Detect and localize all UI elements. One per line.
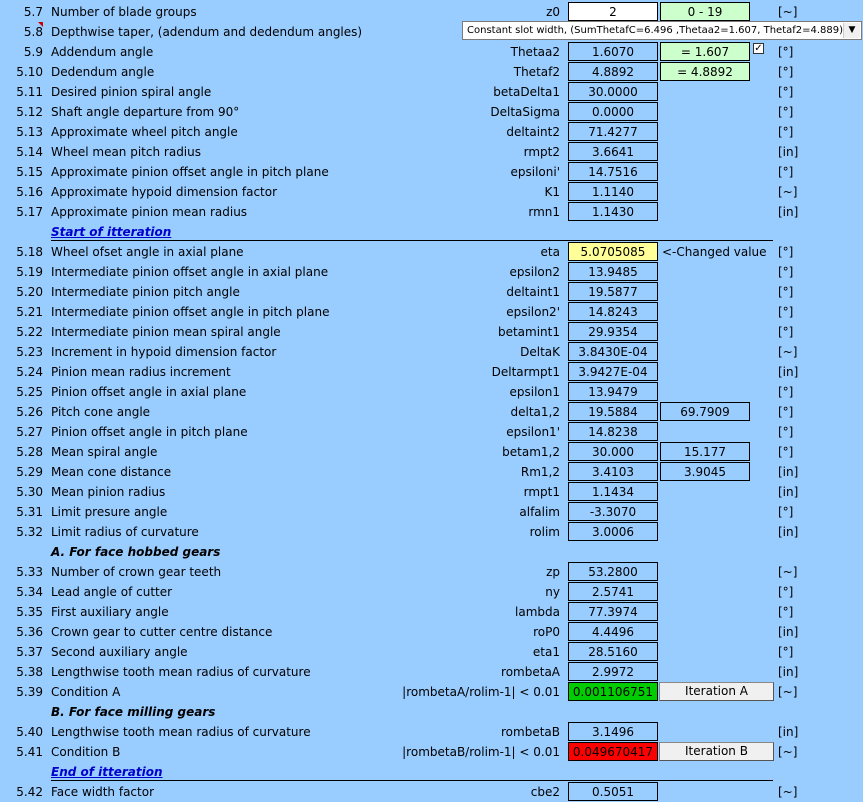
row-5-31	[0, 502, 863, 522]
row-description: Wheel mean pitch radius	[51, 145, 201, 159]
row-value-2: 3.9045	[660, 462, 750, 481]
row-number: 5.25	[16, 385, 43, 399]
row-value: 4.4496	[568, 622, 658, 641]
row-unit: [~]	[778, 345, 798, 359]
row-unit: [~]	[778, 745, 798, 759]
row-description: Limit presure angle	[51, 505, 168, 519]
row-number: 5.12	[16, 105, 43, 119]
row-5-40	[0, 722, 863, 742]
row-value: 13.9479	[568, 382, 658, 401]
row-symbol: ny	[545, 585, 560, 599]
row-symbol: cbe2	[530, 785, 560, 799]
row-unit: [°]	[778, 125, 794, 139]
row-value: 1.1434	[568, 482, 658, 501]
row-description: Dedendum angle	[51, 65, 155, 79]
row-unit: [°]	[778, 645, 794, 659]
row-number: 5.15	[16, 165, 43, 179]
row-symbol: betaDelta1	[493, 85, 560, 99]
row-value: 1.1430	[568, 202, 658, 221]
section-start-iteration	[0, 222, 863, 242]
row-number: 5.37	[16, 645, 43, 659]
row-description: Approximate hypoid dimension factor	[51, 185, 278, 199]
row-number: 5.34	[16, 585, 43, 599]
row-description: Lengthwise tooth mean radius of curvature	[51, 725, 311, 739]
row-value: 19.5884	[568, 402, 658, 421]
row-value: 19.5877	[568, 282, 658, 301]
row-value: 14.8238	[568, 422, 658, 441]
row-symbol: Deltarmpt1	[491, 365, 560, 379]
row-5-12	[0, 102, 863, 122]
row-5-27	[0, 422, 863, 442]
row-value-2: 69.7909	[660, 402, 750, 421]
row-symbol: eta	[540, 245, 560, 259]
section-heading: End of itteration	[51, 765, 163, 779]
row-5-19	[0, 262, 863, 282]
row-value: 14.7516	[568, 162, 658, 181]
row-number: 5.7	[23, 5, 43, 19]
row-symbol: rmpt2	[523, 145, 560, 159]
row-description: Number of blade groups	[51, 5, 197, 19]
blade-groups-range: 0 - 19	[660, 2, 750, 21]
row-unit: [°]	[778, 85, 794, 99]
row-5-33	[0, 562, 863, 582]
row-value: 28.5160	[568, 642, 658, 661]
row-number: 5.41	[16, 745, 43, 759]
row-number: 5.9	[23, 45, 43, 59]
row-number: 5.20	[16, 285, 43, 299]
row-value: 3.8430E-04	[568, 342, 658, 361]
row-number: 5.32	[16, 525, 43, 539]
row-unit: [in]	[778, 485, 799, 499]
row-value: 77.3974	[568, 602, 658, 621]
section-divider	[51, 780, 773, 781]
row-symbol: alfalim	[519, 505, 560, 519]
row-number: 5.22	[16, 325, 43, 339]
row-5-14	[0, 142, 863, 162]
row-unit: [~]	[778, 185, 798, 199]
row-5-9	[0, 42, 863, 62]
row-value: 71.4277	[568, 122, 658, 141]
row-symbol: epsiloni'	[510, 165, 560, 179]
row-description: Pinion mean radius increment	[51, 365, 231, 379]
row-description: Intermediate pinion offset angle in pitch plane	[51, 305, 330, 319]
row-5-24	[0, 362, 863, 382]
section-divider	[51, 240, 773, 241]
row-symbol: rmpt1	[523, 485, 560, 499]
row-symbol: DeltaSigma	[490, 105, 560, 119]
row-number: 5.11	[16, 85, 43, 99]
row-unit: [°]	[778, 285, 794, 299]
row-5-41	[0, 742, 863, 762]
row-symbol: epsilon1'	[506, 425, 560, 439]
row-description: Approximate wheel pitch angle	[51, 125, 238, 139]
row-symbol: delta1,2	[510, 405, 560, 419]
row-description: Lead angle of cutter	[51, 585, 173, 599]
row-value: 3.6641	[568, 142, 658, 161]
row-unit: [°]	[778, 585, 794, 599]
section-face-milling	[0, 702, 863, 722]
row-5-36	[0, 622, 863, 642]
row-number: 5.17	[16, 205, 43, 219]
row-5-38	[0, 662, 863, 682]
row-description: Shaft angle departure from 90°	[51, 105, 240, 119]
row-5-7	[0, 2, 863, 22]
row-unit: [°]	[778, 385, 794, 399]
row-description: Pitch cone angle	[51, 405, 151, 419]
row-number: 5.33	[16, 565, 43, 579]
row-description: Wheel ofset angle in axial plane	[51, 245, 244, 259]
row-unit: [°]	[778, 605, 794, 619]
row-unit: [°]	[778, 65, 794, 79]
row-5-34	[0, 582, 863, 602]
row-description: Lengthwise tooth mean radius of curvature	[51, 665, 311, 679]
row-value: 2.5741	[568, 582, 658, 601]
row-number: 5.36	[16, 625, 43, 639]
row-description: Condition B	[51, 745, 121, 759]
row-number: 5.26	[16, 405, 43, 419]
row-symbol: |rombetaA/rolim-1| < 0.01	[402, 685, 560, 699]
row-description: Intermediate pinion pitch angle	[51, 285, 240, 299]
addendum-target: = 1.607	[660, 42, 750, 61]
row-symbol: epsilon1	[509, 385, 560, 399]
row-unit: [°]	[778, 105, 794, 119]
row-unit: [in]	[778, 725, 799, 739]
row-5-17	[0, 202, 863, 222]
row-unit: [°]	[778, 325, 794, 339]
row-symbol: DeltaK	[520, 345, 560, 359]
row-value: 1.1140	[568, 182, 658, 201]
row-unit: [°]	[778, 245, 794, 259]
row-5-16	[0, 182, 863, 202]
row-symbol: eta1	[532, 645, 560, 659]
row-unit: [°]	[778, 445, 794, 459]
row-5-15	[0, 162, 863, 182]
chevron-down-icon[interactable]: ▼	[843, 23, 860, 38]
row-description: Mean spiral angle	[51, 445, 158, 459]
row-5-22	[0, 322, 863, 342]
row-unit: [°]	[778, 265, 794, 279]
row-description: Desired pinion spiral angle	[51, 85, 212, 99]
row-description: Addendum angle	[51, 45, 154, 59]
row-number: 5.14	[16, 145, 43, 159]
row-value: 3.0006	[568, 522, 658, 541]
row-unit: [in]	[778, 625, 799, 639]
row-unit: [°]	[778, 425, 794, 439]
row-symbol: K1	[544, 185, 560, 199]
row-symbol: deltaint2	[506, 125, 560, 139]
row-value: 53.2800	[568, 562, 658, 581]
row-5-23	[0, 342, 863, 362]
row-number: 5.13	[16, 125, 43, 139]
row-value: -3.3070	[568, 502, 658, 521]
row-unit: [~]	[778, 5, 798, 19]
row-value: 4.8892	[568, 62, 658, 81]
row-description: Approximate pinion offset angle in pitch plane	[51, 165, 329, 179]
row-symbol: betamint1	[497, 325, 560, 339]
row-value: 1.6070	[568, 42, 658, 61]
section-heading: Start of itteration	[51, 225, 172, 239]
condition-a-value: 0.001106751	[568, 682, 658, 701]
section-heading: B. For face milling gears	[51, 705, 216, 719]
row-symbol: zp	[546, 565, 560, 579]
row-number: 5.29	[16, 465, 43, 479]
row-value-2: 15.177	[660, 442, 750, 461]
row-number: 5.8	[23, 25, 43, 39]
row-5-11	[0, 82, 863, 102]
taper-type-value: Constant slot width, (SumThetafC=6.496 ,Thetaa2=1.607, Thetaf2=4.889)	[467, 25, 844, 36]
row-unit: [in]	[778, 145, 799, 159]
row-symbol: rombetaB	[501, 725, 560, 739]
row-symbol: rmn1	[528, 205, 560, 219]
section-heading: A. For face hobbed gears	[51, 545, 221, 559]
row-symbol: betam1,2	[502, 445, 560, 459]
row-description: Number of crown gear teeth	[51, 565, 222, 579]
row-value: 2.9972	[568, 662, 658, 681]
row-unit: [°]	[778, 405, 794, 419]
row-description: Mean pinion radius	[51, 485, 166, 499]
row-number: 5.10	[16, 65, 43, 79]
row-description: Limit radius of curvature	[51, 525, 199, 539]
taper-type-dropdown[interactable]	[462, 21, 862, 40]
row-description: First auxiliary angle	[51, 605, 169, 619]
row-symbol: epsilon2'	[506, 305, 560, 319]
changed-value-note: <-Changed value	[662, 245, 767, 259]
row-description: Pinion offset angle in axial plane	[51, 385, 247, 399]
row-symbol: lambda	[515, 605, 560, 619]
row-5-25	[0, 382, 863, 402]
row-value: 0.5051	[568, 782, 658, 801]
row-symbol: Thetaa2	[510, 45, 560, 59]
comment-indicator-icon[interactable]	[38, 22, 43, 27]
row-value: 3.1496	[568, 722, 658, 741]
row-5-18	[0, 242, 863, 262]
row-5-30	[0, 482, 863, 502]
row-value: 3.4103	[568, 462, 658, 481]
row-5-29	[0, 462, 863, 482]
row-description: Pinion offset angle in pitch plane	[51, 425, 248, 439]
row-description: Depthwise taper, (adendum and dedendum angles)	[51, 25, 363, 39]
row-symbol: |rombetaB/rolim-1| < 0.01	[402, 745, 560, 759]
row-description: Mean cone distance	[51, 465, 172, 479]
row-value: 30.0000	[568, 82, 658, 101]
row-unit: [°]	[778, 45, 794, 59]
row-5-20	[0, 282, 863, 302]
row-5-21	[0, 302, 863, 322]
row-symbol: roP0	[533, 625, 560, 639]
row-unit: [°]	[778, 165, 794, 179]
row-symbol: deltaint1	[506, 285, 560, 299]
row-5-37	[0, 642, 863, 662]
row-number: 5.40	[16, 725, 43, 739]
row-value: 13.9485	[568, 262, 658, 281]
row-number: 5.39	[16, 685, 43, 699]
row-5-28	[0, 442, 863, 462]
row-number: 5.21	[16, 305, 43, 319]
row-number: 5.23	[16, 345, 43, 359]
row-5-26	[0, 402, 863, 422]
row-value: 29.9354	[568, 322, 658, 341]
row-number: 5.16	[16, 185, 43, 199]
row-5-42	[0, 782, 863, 802]
row-description: Approximate pinion mean radius	[51, 205, 248, 219]
row-number: 5.18	[16, 245, 43, 259]
row-symbol: z0	[546, 5, 560, 19]
row-description: Intermediate pinion mean spiral angle	[51, 325, 281, 339]
row-description: Crown gear to cutter centre distance	[51, 625, 273, 639]
row-symbol: rombetaA	[501, 665, 560, 679]
row-number: 5.28	[16, 445, 43, 459]
row-5-39	[0, 682, 863, 702]
row-description: Second auxiliary angle	[51, 645, 188, 659]
row-unit: [°]	[778, 505, 794, 519]
eta-value[interactable]: 5.0705085	[568, 242, 658, 261]
row-unit: [~]	[778, 685, 798, 699]
row-value: 0.0000	[568, 102, 658, 121]
section-face-hobbed	[0, 542, 863, 562]
addendum-checkbox[interactable]: ✓	[754, 43, 763, 54]
row-symbol: epsilon2	[509, 265, 560, 279]
row-symbol: rolim	[529, 525, 560, 539]
row-5-13	[0, 122, 863, 142]
row-value: 14.8243	[568, 302, 658, 321]
row-number: 5.35	[16, 605, 43, 619]
row-unit: [°]	[778, 305, 794, 319]
row-value: 3.9427E-04	[568, 362, 658, 381]
row-unit: [in]	[778, 465, 799, 479]
row-unit: [in]	[778, 525, 799, 539]
blade-groups-input[interactable]: 2	[568, 2, 658, 21]
condition-b-value: 0.049670417	[568, 742, 658, 761]
row-5-10	[0, 62, 863, 82]
row-symbol: Thetaf2	[513, 65, 560, 79]
row-number: 5.31	[16, 505, 43, 519]
row-number: 5.19	[16, 265, 43, 279]
row-unit: [in]	[778, 665, 799, 679]
row-number: 5.30	[16, 485, 43, 499]
row-number: 5.27	[16, 425, 43, 439]
section-end-iteration	[0, 762, 863, 782]
row-description: Face width factor	[51, 785, 154, 799]
row-description: Condition A	[51, 685, 121, 699]
row-symbol: Rm1,2	[520, 465, 560, 479]
row-5-35	[0, 602, 863, 622]
row-unit: [~]	[778, 785, 798, 799]
iteration-a-button[interactable]: Iteration A	[659, 682, 774, 701]
row-5-32	[0, 522, 863, 542]
row-unit: [in]	[778, 365, 799, 379]
dedendum-target: = 4.8892	[660, 62, 750, 81]
row-number: 5.42	[16, 785, 43, 799]
row-value: 30.000	[568, 442, 658, 461]
row-description: Increment in hypoid dimension factor	[51, 345, 277, 359]
row-unit: [~]	[778, 565, 798, 579]
row-number: 5.24	[16, 365, 43, 379]
iteration-b-button[interactable]: Iteration B	[659, 742, 774, 761]
row-number: 5.38	[16, 665, 43, 679]
row-description: Intermediate pinion offset angle in axial plane	[51, 265, 329, 279]
row-unit: [in]	[778, 205, 799, 219]
